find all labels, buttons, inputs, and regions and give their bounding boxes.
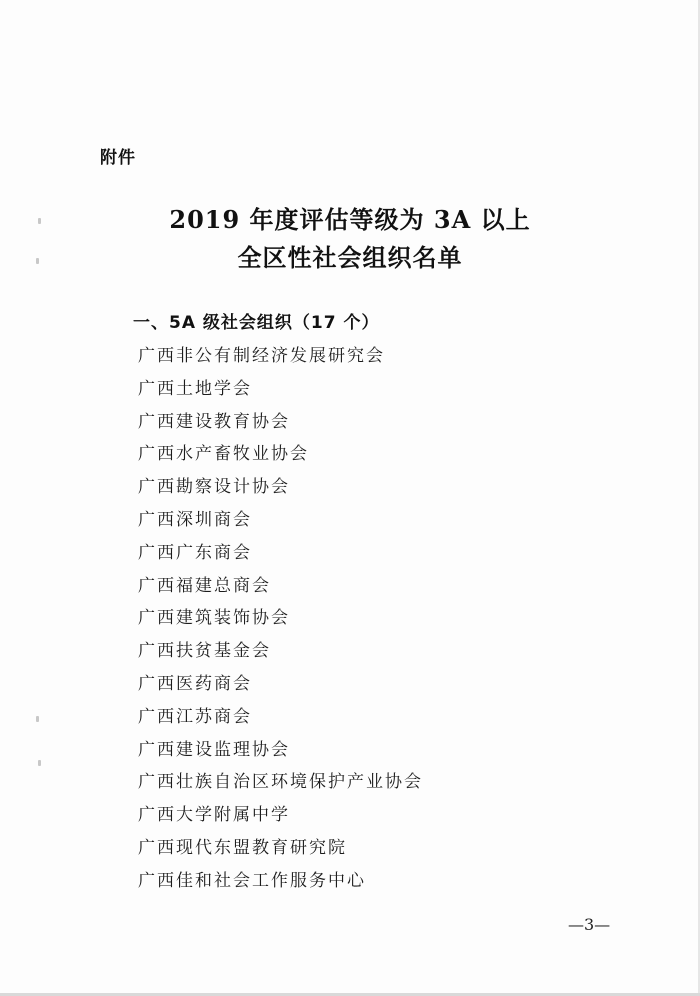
list-item: 广西深圳商会 bbox=[138, 509, 252, 530]
list-item: 广西江苏商会 bbox=[138, 706, 252, 727]
list-item: 广西土地学会 bbox=[138, 378, 252, 399]
list-item: 广西佳和社会工作服务中心 bbox=[138, 870, 366, 891]
list-item: 广西大学附属中学 bbox=[138, 805, 290, 826]
list-item: 广西水产畜牧业协会 bbox=[138, 444, 309, 465]
scan-speck bbox=[38, 760, 41, 766]
list-item: 广西福建总商会 bbox=[138, 575, 271, 596]
attachment-label: 附件 bbox=[100, 148, 136, 168]
list-item: 广西扶贫基金会 bbox=[138, 641, 271, 662]
list-item: 广西壮族自治区环境保护产业协会 bbox=[138, 772, 423, 793]
scan-speck bbox=[36, 716, 39, 722]
document-title-line-2: 全区性社会组织名单 bbox=[237, 243, 463, 272]
list-item: 广西非公有制经济发展研究会 bbox=[138, 346, 385, 366]
document-title-line-1: 2019 年度评估等级为 3A 以上 bbox=[169, 205, 531, 234]
list-item: 广西现代东盟教育研究院 bbox=[138, 837, 347, 858]
organization-list bbox=[138, 340, 423, 898]
section-heading-5a: 一、5A 级社会组织（17 个） bbox=[133, 313, 380, 333]
list-item: 广西建设教育协会 bbox=[138, 411, 290, 432]
list-item: 广西勘察设计协会 bbox=[138, 477, 290, 498]
list-item: 广西建筑装饰协会 bbox=[138, 608, 290, 629]
page-number: —3— bbox=[568, 915, 611, 934]
list-item: 广西医药商会 bbox=[138, 673, 252, 694]
list-item: 广西广东商会 bbox=[138, 542, 252, 563]
list-item: 广西建设监理协会 bbox=[138, 739, 290, 760]
